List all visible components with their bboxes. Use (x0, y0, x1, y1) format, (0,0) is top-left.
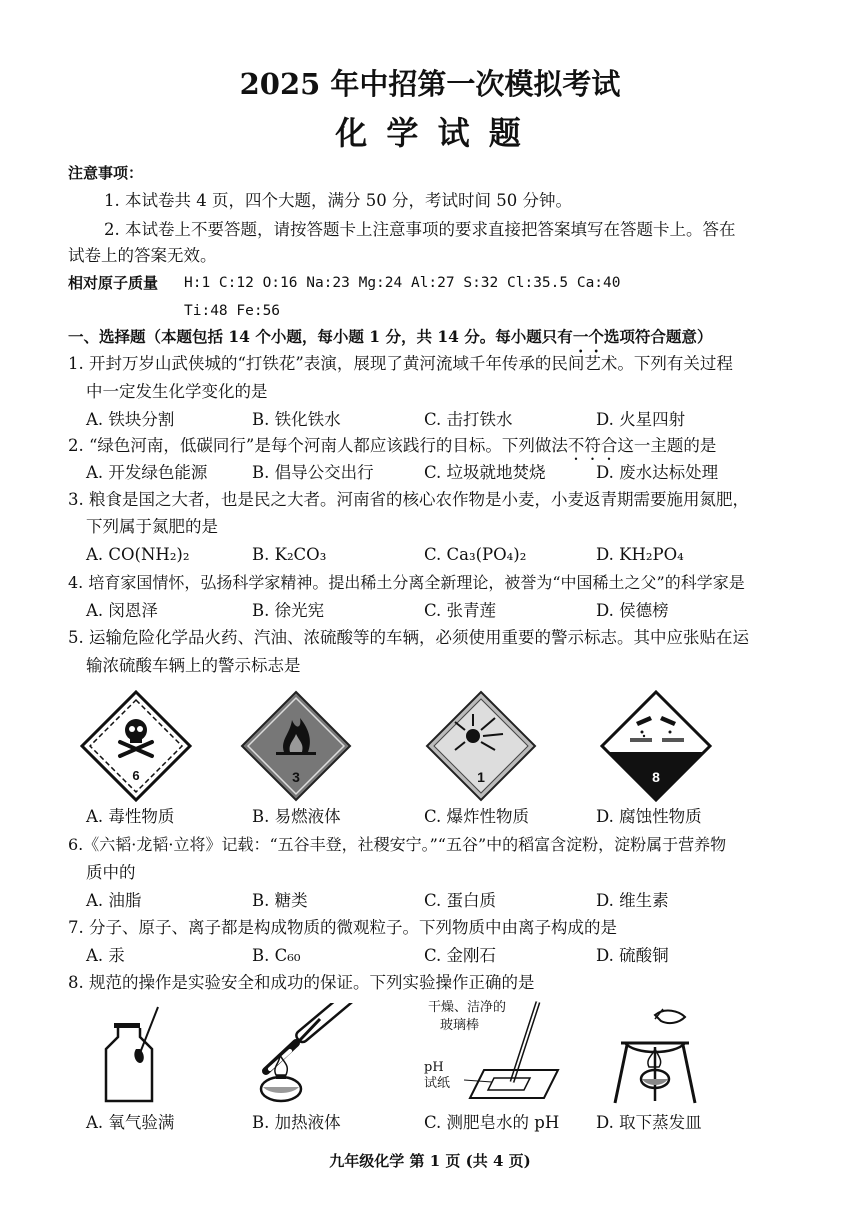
q8-option-a: A. 氧气验满 (86, 1113, 175, 1132)
heating-liquid-illustration (250, 1003, 360, 1107)
q4-option-b: B. 徐光宪 (252, 601, 325, 620)
oxygen-test-illustration (98, 1005, 178, 1105)
q2-option-a: A. 开发绿色能源 (86, 463, 208, 482)
q6-option-d: D. 维生素 (596, 891, 669, 910)
q3-stem-line1: 3. 粮食是国之大者，也是民之大者。河南省的核心农作物是小麦，小麦返青期需要施用氮肥， (68, 490, 749, 509)
atomic-mass-line1: H:1 C:12 O:16 Na:23 Mg:24 Al:27 S:32 Cl:35.5 Ca:40 (184, 275, 621, 291)
q4-option-d: D. 侯德榜 (596, 601, 669, 620)
sign-number: 8 (652, 769, 660, 785)
notes-item-1: 1. 本试卷共 4 页，四个大题，满分 50 分，考试时间 50 分钟。 (104, 191, 572, 210)
q6-stem-line1: 6.《六韬·龙韬·立将》记载：“五谷丰登，社稷安宁。”“五谷”中的稻富含淀粉，淀粉属于营养物 (68, 835, 727, 854)
q3-option-d: D. KH₂PO₄ (596, 545, 684, 564)
q4-option-a: A. 闵恩泽 (86, 601, 158, 620)
corrosive-sign (600, 690, 712, 802)
q2-option-b: B. 倡导公交出行 (252, 463, 374, 482)
exam-title: 2025 年中招第一次模拟考试 (239, 67, 621, 101)
q3-option-b: B. K₂CO₃ (252, 545, 327, 564)
q8-option-b: B. 加热液体 (252, 1113, 341, 1132)
notes-item-2a: 2. 本试卷上不要答题，请按答题卡上注意事项的要求直接把答案填写在答题卡上。答在 (104, 220, 736, 239)
q3-stem-line2: 下列属于氮肥的是 (86, 517, 218, 536)
atomic-mass-line2: Ti:48 Fe:56 (184, 303, 281, 319)
flammable-liquid-sign (240, 690, 352, 802)
glass-rod-label-line1: 干燥、洁净的 (428, 1000, 507, 1015)
q8-stem-line1: 8. 规范的操作是实验安全和成功的保证。下列实验操作正确的是 (68, 973, 535, 992)
q7-option-c: C. 金刚石 (424, 946, 497, 965)
section-heading: 一、选择题（本题包括 14 个小题，每小题 1 分，共 14 分。每小题只有一个选项符合题意） (68, 327, 713, 346)
notes-item-2b: 试卷上的答案无效。 (68, 246, 217, 265)
q1-option-c: C. 击打铁水 (424, 410, 513, 429)
atomic-mass-label: 相对原子质量 (68, 274, 159, 292)
subject-title: 化 学 试 题 (335, 114, 525, 152)
q1-stem-line1: 1. 开封万岁山武侠城的“打铁花”表演，展现了黄河流域千年传承的民间艺术。下列有关过程 (68, 354, 733, 373)
q7-option-a: A. 汞 (86, 946, 125, 965)
q2-option-d: D. 废水达标处理 (596, 463, 719, 482)
ph-test-illustration (464, 1000, 564, 1104)
sign-number: 6 (132, 768, 140, 783)
q5-option-d: D. 腐蚀性物质 (596, 807, 702, 826)
q5-option-b: B. 易燃液体 (252, 807, 341, 826)
q1-stem-line2: 中一定发生化学变化的是 (86, 382, 268, 401)
ph-paper-label-line2: 试纸 (424, 1076, 451, 1091)
q7-option-b: B. C₆₀ (252, 946, 301, 965)
evaporating-dish-illustration (605, 1003, 705, 1107)
page-footer: 九年级化学 第 1 页 (共 4 页) (329, 1152, 531, 1170)
q7-stem-line1: 7. 分子、原子、离子都是构成物质的微观粒子。下列物质中由离子构成的是 (68, 918, 617, 937)
q7-option-d: D. 硫酸铜 (596, 946, 669, 965)
toxic-hazard-sign (80, 690, 192, 802)
q1-option-a: A. 铁块分割 (86, 410, 175, 429)
q6-option-a: A. 油脂 (86, 891, 142, 910)
q2-option-c: C. 垃圾就地焚烧 (424, 463, 546, 482)
q6-option-c: C. 蛋白质 (424, 891, 497, 910)
q5-stem-line1: 5. 运输危险化学品火药、汽油、浓硫酸等的车辆，必须使用重要的警示标志。其中应张贴在运 (68, 628, 749, 647)
q6-stem-line2: 质中的 (86, 863, 136, 882)
q4-option-c: C. 张青莲 (424, 601, 497, 620)
q4-stem-line1: 4. 培育家国情怀，弘扬科学家精神。提出稀土分离全新理论，被誉为“中国稀土之父”的科学家是 (68, 573, 745, 592)
q5-stem-line2: 输浓硫酸车辆上的警示标志是 (86, 656, 301, 675)
sign-number: 3 (292, 769, 300, 785)
q5-option-c: C. 爆炸性物质 (424, 807, 530, 826)
q6-option-b: B. 糖类 (252, 891, 308, 910)
q8-option-d: D. 取下蒸发皿 (596, 1113, 702, 1132)
sign-number: 1 (477, 769, 485, 785)
glass-rod-label-line2: 玻璃棒 (440, 1018, 480, 1033)
explosive-sign (425, 690, 537, 802)
q2-stem-line1: 2. “绿色河南，低碳同行”是每个河南人都应该践行的目标。下列做法不符合这一主题的是 (68, 436, 717, 455)
q1-option-b: B. 铁化铁水 (252, 410, 341, 429)
q1-option-d: D. 火星四射 (596, 410, 686, 429)
q5-option-a: A. 毒性物质 (86, 807, 175, 826)
notes-heading: 注意事项： (68, 164, 144, 182)
q8-option-c: C. 测肥皂水的 pH (424, 1113, 560, 1132)
q3-option-a: A. CO(NH₂)₂ (86, 545, 190, 564)
q3-option-c: C. Ca₃(PO₄)₂ (424, 545, 527, 564)
ph-paper-label-line1: pH (424, 1060, 444, 1075)
